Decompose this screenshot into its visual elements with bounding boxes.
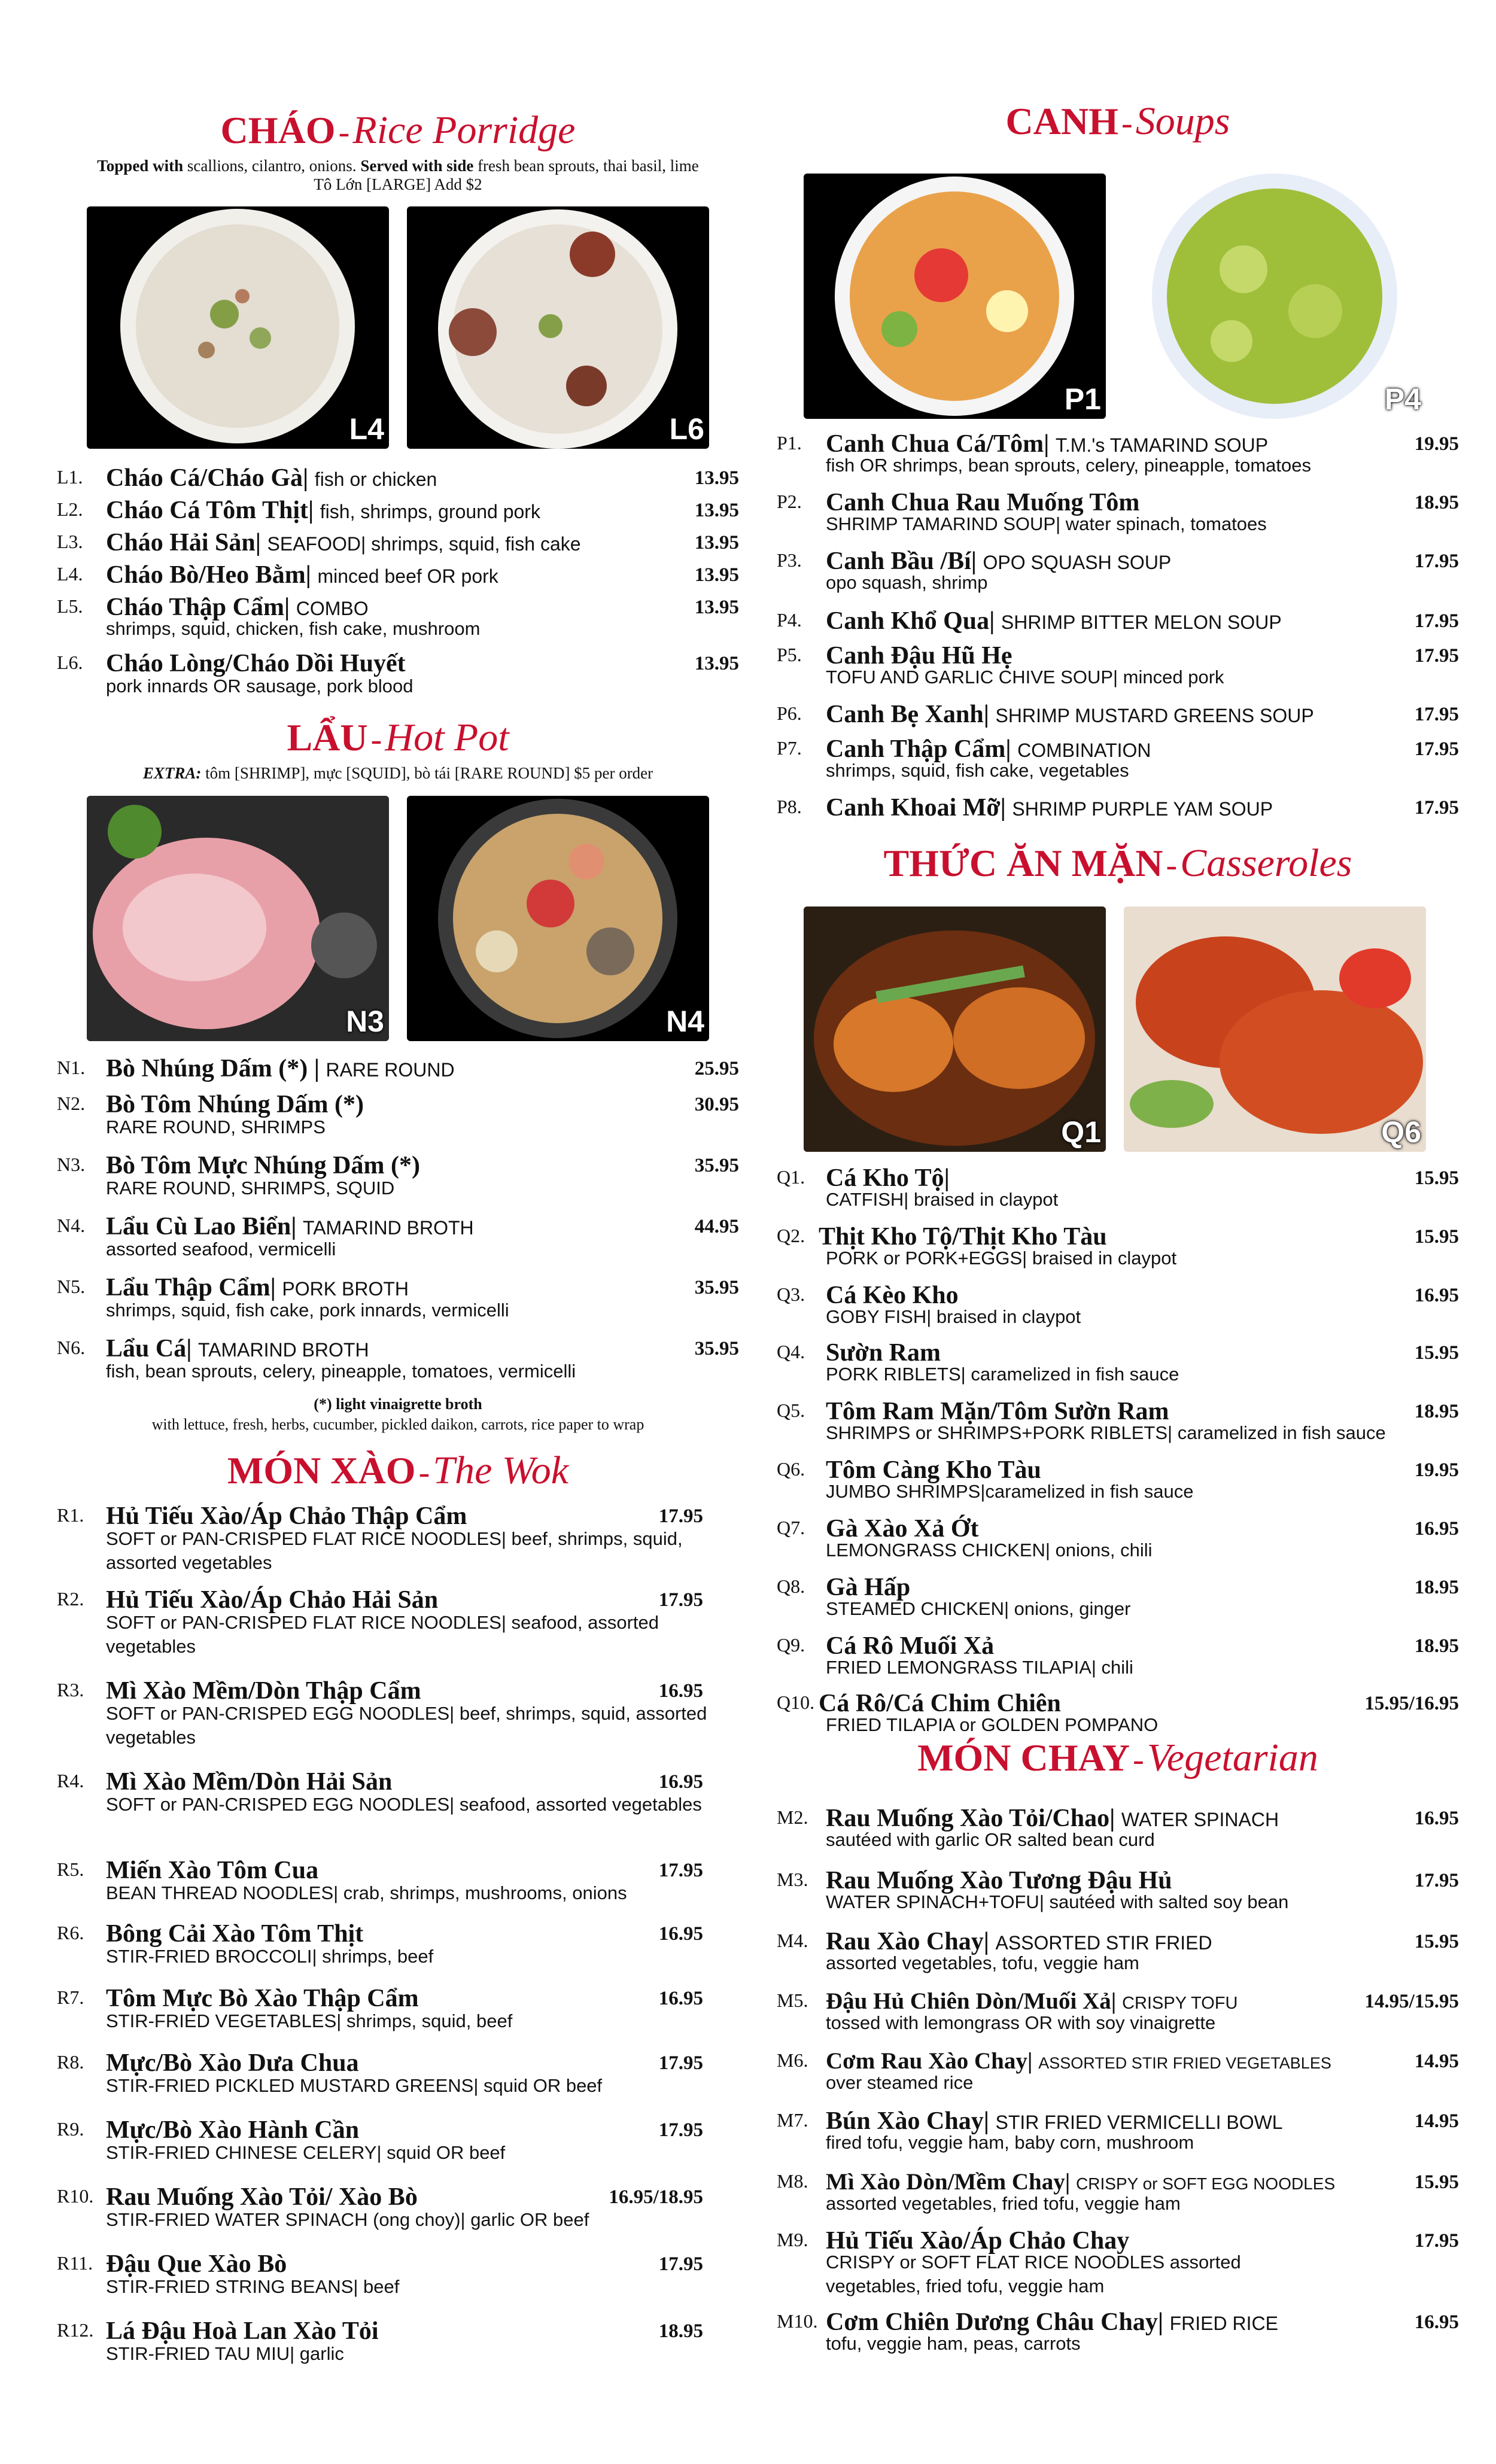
item-sub: RARE ROUND, SHRIMPS, SQUID: [106, 1178, 395, 1198]
item-name: [106, 1054, 455, 1084]
title-dash: -: [1133, 1741, 1144, 1778]
item-price: 35.95: [694, 1155, 739, 1176]
item-name-text: Bún Xào Chay|: [826, 2107, 989, 2135]
item-sub: assorted vegetables, tofu, veggie ham: [826, 1952, 1139, 1973]
item-desc: ASSORTED STIR FRIED VEGETABLES: [1038, 2054, 1331, 2072]
item-code: Q6.: [777, 1458, 805, 1480]
item-name: Cá Kho Tộ|: [826, 1164, 950, 1192]
item-code: P3.: [777, 549, 802, 571]
item-name-text: Canh Chua Rau Muống Tôm: [826, 489, 1140, 516]
note-text: tôm [SHRIMP], mực [SQUID], bò tái [RARE ROUND] $5 per order: [205, 764, 653, 782]
item-name-text: Bò Tôm Nhúng Dấm (*): [106, 1091, 364, 1118]
item-price: 17.95: [658, 2052, 703, 2074]
item-price: 16.95: [658, 1923, 703, 1945]
item-price: 18.95: [1414, 1635, 1459, 1657]
photo-tag: L4: [349, 412, 384, 446]
item-desc: fish or chicken: [314, 469, 437, 490]
item-name: Cá Kèo Kho: [826, 1282, 959, 1309]
item-name-text: Cơm Rau Xào Chay|: [826, 2048, 1033, 2074]
item-name: [106, 496, 540, 526]
item-sub: TOFU AND GARLIC CHIVE SOUP| minced pork: [826, 667, 1224, 688]
item-sub: assorted seafood, vermicelli: [106, 1239, 336, 1260]
item-price: 16.95: [1414, 2311, 1459, 2333]
item-name: [106, 1090, 364, 1119]
item-price: 15.95: [1414, 1226, 1459, 1248]
item-sub: tossed with lemongrass OR with soy vinaigrette: [826, 2012, 1216, 2033]
item-sub: over steamed rice: [826, 2072, 974, 2093]
section-title-vn: CANH: [1005, 100, 1118, 142]
item-code: R12.: [57, 2319, 94, 2341]
title-dash: -: [1121, 105, 1133, 142]
item-sub: shrimps, squid, fish cake, vegetables: [826, 760, 1129, 781]
item-name: Hủ Tiếu Xào/Áp Chảo Thập Cẩm: [106, 1502, 467, 1530]
item-name-text: Canh Khoai Mỡ|: [826, 794, 1006, 822]
item-code: M10.: [777, 2310, 818, 2332]
photo-lau-n4: [407, 796, 709, 1041]
section-title-en: Hot Pot: [385, 716, 509, 759]
item-price: 17.95: [1414, 704, 1459, 725]
item-name: Tôm Ram Mặn/Tôm Sườn Ram: [826, 1398, 1169, 1425]
item-desc: minced beef OR pork: [317, 565, 498, 587]
item-name-text: Cháo Thập Cẩm|: [106, 594, 290, 621]
item-code: L4.: [57, 563, 83, 585]
section-title-en: Rice Porridge: [352, 108, 576, 152]
chao-note-line2: Tô Lớn [LARGE] Add $2: [314, 175, 482, 193]
item-name: [826, 793, 1273, 823]
item-name-text: Canh Chua Cá/Tôm|: [826, 430, 1050, 458]
item-price: 44.95: [694, 1216, 739, 1237]
photo-thucan-q6: [1124, 906, 1426, 1152]
item-name: Cá Rô Muối Xả: [826, 1632, 995, 1660]
item-sub: LEMONGRASS CHICKEN| onions, chili: [826, 1540, 1153, 1560]
item-desc: SHRIMP MUSTARD GREENS SOUP: [995, 705, 1314, 726]
note-bold: Topped with: [97, 157, 184, 175]
item-code: R7.: [57, 1987, 84, 2008]
item-code: L2.: [57, 498, 83, 520]
photo-tag: P4: [1384, 382, 1421, 416]
item-desc: COMBINATION: [1017, 740, 1151, 761]
item-price: 18.95: [1414, 492, 1459, 513]
title-dash: -: [370, 721, 382, 758]
item-code: Q10.: [777, 1692, 815, 1713]
item-name: [826, 700, 1314, 730]
item-sub: pork innards OR sausage, pork blood: [106, 676, 413, 696]
item-name: Mực/Bò Xào Hành Cần: [106, 2116, 360, 2144]
item-sub: CATFISH| braised in claypot: [826, 1189, 1059, 1210]
item-desc: COMBO: [296, 598, 369, 619]
item-desc: TAMARIND BROTH: [303, 1217, 474, 1239]
section-title-thucan: [777, 841, 1459, 886]
item-sub: fish, bean sprouts, celery, pineapple, tomatoes, vermicelli: [106, 1361, 576, 1382]
item-desc: TAMARIND BROTH: [197, 1339, 369, 1361]
item-code: N5.: [57, 1276, 86, 1297]
item-price: 30.95: [694, 1094, 739, 1115]
item-price: 16.95: [658, 1771, 703, 1793]
item-desc: ASSORTED STIR FRIED: [995, 1932, 1212, 1954]
section-title-vn: MÓN XÀO: [227, 1449, 416, 1492]
title-dash: -: [1166, 847, 1178, 884]
item-code: Q1.: [777, 1166, 805, 1188]
item-code: P5.: [777, 644, 802, 665]
item-price: 16.95: [658, 1988, 703, 2009]
item-sub: STIR-FRIED VEGETABLES| shrimps, squid, beef: [106, 2010, 513, 2031]
item-price: 15.95/16.95: [1364, 1693, 1459, 1714]
item-price: 17.95: [658, 2119, 703, 2141]
item-code: Q3.: [777, 1283, 805, 1305]
item-code: M6.: [777, 2049, 808, 2071]
item-sub: STIR-FRIED CHINESE CELERY| squid OR beef: [106, 2142, 506, 2163]
item-code: R8.: [57, 2051, 84, 2073]
item-name-text: Canh Bầu /Bí|: [826, 547, 977, 575]
title-dash: -: [418, 1454, 430, 1491]
hotpot-image: [407, 796, 709, 1041]
section-title-en: Casseroles: [1180, 841, 1352, 885]
item-name: [106, 1151, 420, 1180]
section-title-lau: [57, 715, 739, 761]
item-name: [106, 561, 498, 591]
item-name-text: Đậu Hủ Chiên Dòn/Muối Xả|: [826, 1988, 1117, 2014]
soup-bowl-image: [804, 174, 1106, 419]
item-price: 17.95: [1414, 645, 1459, 667]
section-title-en: Vegetarian: [1147, 1736, 1318, 1779]
item-sub: FRIED TILAPIA or GOLDEN POMPANO: [826, 1714, 1159, 1735]
item-code: N6.: [57, 1337, 86, 1358]
item-code: M9.: [777, 2229, 808, 2250]
item-code: P8.: [777, 796, 802, 817]
item-price: 15.95: [1414, 1342, 1459, 1364]
item-price: 18.95: [1414, 1401, 1459, 1422]
item-code: L6.: [57, 652, 83, 673]
note-text: fresh bean sprouts, thai basil, lime: [478, 157, 699, 175]
item-price: 16.95: [1414, 1518, 1459, 1540]
item-desc: FRIED RICE: [1169, 2313, 1278, 2334]
photo-thucan-q1: [804, 906, 1106, 1152]
item-price: 13.95: [694, 532, 739, 553]
item-sub: fish OR shrimps, bean sprouts, celery, pineapple, tomatoes: [826, 455, 1311, 476]
item-name: Cá Rô/Cá Chim Chiên: [819, 1690, 1061, 1717]
item-sub: RARE ROUND, SHRIMPS: [106, 1117, 326, 1137]
item-price: 19.95: [1414, 1459, 1459, 1481]
photo-tag: N4: [666, 1005, 704, 1038]
item-name: Thịt Kho Tộ/Thịt Kho Tàu: [819, 1223, 1107, 1251]
item-price: 13.95: [694, 597, 739, 618]
item-price: 15.95: [1414, 1931, 1459, 1952]
item-sub: BEAN THREAD NOODLES| crab, shrimps, mushrooms, onions: [106, 1882, 627, 1903]
item-name: Gà Hấp: [826, 1574, 911, 1601]
item-name-text: Lẩu Cù Lao Biển|: [106, 1213, 297, 1240]
item-price: 17.95: [658, 2253, 703, 2275]
item-name: Gà Xào Xả Ớt: [826, 1515, 979, 1543]
item-price: 17.95: [1414, 1870, 1459, 1891]
item-name-text: Cháo Hải Sản|: [106, 529, 261, 556]
item-sub: sautéed with garlic OR salted bean curd: [826, 1829, 1155, 1850]
title-dash: -: [338, 114, 350, 151]
item-name-text: Cơm Chiên Dương Châu Chay|: [826, 2308, 1164, 2336]
item-price: 14.95: [1414, 2051, 1459, 2072]
photo-canh-p4: [1124, 174, 1426, 419]
item-name: Tôm Càng Kho Tàu: [826, 1456, 1041, 1484]
item-code: Q8.: [777, 1575, 805, 1597]
item-code: Q4.: [777, 1341, 805, 1362]
item-desc: CRISPY TOFU: [1122, 1994, 1238, 2013]
lau-footnote: (*) light vinaigrette broth: [314, 1395, 482, 1413]
item-name-text: Cháo Lòng/Cháo Dồi Huyết: [106, 650, 406, 677]
item-code: M5.: [777, 1990, 808, 2011]
item-name-text: Rau Xào Chay|: [826, 1928, 989, 1955]
soup-bowl-image: [1124, 174, 1426, 419]
item-name: Lá Đậu Hoà Lan Xào Tỏi: [106, 2317, 379, 2345]
item-price: 17.95: [1414, 550, 1459, 572]
item-price: 25.95: [694, 1058, 739, 1079]
item-name: Mực/Bò Xào Dưa Chua: [106, 2049, 359, 2077]
item-name: Đậu Que Xào Bò: [106, 2250, 287, 2278]
photo-tag: N3: [346, 1005, 384, 1038]
item-sub: WATER SPINACH+TOFU| sautéed with salted soy bean: [826, 1891, 1289, 1912]
section-title-vn: CHÁO: [220, 109, 336, 151]
item-sub: shrimps, squid, chicken, fish cake, mushroom: [106, 618, 481, 639]
item-code: M8.: [777, 2170, 808, 2192]
item-sub: STIR-FRIED PICKLED MUSTARD GREENS| squid OR beef: [106, 2075, 603, 2096]
section-title-vn: MÓN CHAY: [917, 1736, 1130, 1779]
item-name-text: Canh Thập Cẩm|: [826, 735, 1011, 763]
item-name-text: Lẩu Thập Cẩm|: [106, 1274, 276, 1301]
item-code: P6.: [777, 702, 802, 724]
item-sub: SOFT or PAN-CRISPED EGG NOODLES| beef, shrimps, squid, assorted vegetables: [106, 1703, 707, 1748]
item-code: R3.: [57, 1679, 84, 1701]
item-desc: PORK BROTH: [282, 1278, 409, 1300]
item-name-text: Bò Nhúng Dấm (*) |: [106, 1055, 320, 1082]
item-desc: WATER SPINACH: [1121, 1809, 1279, 1830]
item-sub: assorted vegetables, fried tofu, veggie ham: [826, 2193, 1181, 2214]
item-sub: tofu, veggie ham, peas, carrots: [826, 2333, 1081, 2354]
item-code: Q5.: [777, 1400, 805, 1421]
item-price: 13.95: [694, 467, 739, 489]
item-code: L5.: [57, 595, 83, 617]
item-name: Hủ Tiếu Xào/Áp Chảo Hải Sản: [106, 1586, 439, 1614]
item-price: 13.95: [694, 500, 739, 521]
item-price: 17.95: [1414, 610, 1459, 632]
item-price: 17.95: [658, 1505, 703, 1527]
item-name: Mì Xào Mềm/Dòn Hải Sản: [106, 1768, 393, 1796]
item-name: [106, 464, 437, 494]
item-name: Sườn Ram: [826, 1339, 941, 1367]
item-code: M4.: [777, 1930, 808, 1951]
item-sub: STIR-FRIED BROCCOLI| shrimps, beef: [106, 1946, 434, 1967]
item-sub: shrimps, squid, fish cake, pork innards, vermicelli: [106, 1300, 509, 1321]
item-sub: SHRIMPS or SHRIMPS+PORK RIBLETS| caramelized in fish sauce: [826, 1422, 1386, 1443]
porridge-bowl-image: [407, 206, 709, 449]
item-desc: SEAFOOD| shrimps, squid, fish cake: [267, 533, 581, 555]
item-price: 16.95: [1414, 1285, 1459, 1306]
item-price: 17.95: [1414, 2230, 1459, 2252]
item-price: 16.95: [1414, 1808, 1459, 1829]
section-title-chao: [57, 108, 739, 153]
section-title-vn: THỨC ĂN MẶN: [883, 842, 1163, 884]
hotpot-image: [87, 796, 389, 1041]
item-code: L3.: [57, 531, 83, 552]
item-name-text: Cháo Cá/Cháo Gà|: [106, 464, 309, 492]
section-title-monxao: [57, 1448, 739, 1493]
item-code: N1.: [57, 1057, 86, 1078]
item-sub: STIR-FRIED WATER SPINACH (ong choy)| garlic OR beef: [106, 2209, 589, 2230]
item-sub: STIR-FRIED TAU MIU| garlic: [106, 2343, 344, 2364]
photo-lau-n3: [87, 796, 389, 1041]
item-price: 35.95: [694, 1338, 739, 1359]
item-price: 18.95: [658, 2320, 703, 2342]
item-desc: T.M.'s TAMARIND SOUP: [1055, 434, 1269, 456]
item-price: 18.95: [1414, 1577, 1459, 1598]
item-name: Miến Xào Tôm Cua: [106, 1857, 319, 1884]
item-code: R5.: [57, 1858, 84, 1880]
item-name: [826, 607, 1282, 637]
note-bold: EXTRA:: [142, 764, 202, 782]
section-title-monchay: [777, 1735, 1459, 1781]
porridge-bowl-image: [87, 206, 389, 449]
item-sub: PORK or PORK+EGGS| braised in claypot: [826, 1248, 1177, 1268]
item-name-text: Canh Khổ Qua|: [826, 607, 995, 635]
lau-extra-note: [57, 764, 739, 783]
item-price: 16.95/18.95: [609, 2186, 703, 2208]
item-desc: SHRIMP PURPLE YAM SOUP: [1012, 798, 1273, 820]
item-sub: STEAMED CHICKEN| onions, ginger: [826, 1598, 1131, 1619]
chao-note-line1: [57, 157, 739, 175]
item-price: 15.95: [1414, 2171, 1459, 2193]
item-code: R4.: [57, 1770, 84, 1791]
item-code: R1.: [57, 1504, 84, 1526]
item-sub: opo squash, shrimp: [826, 572, 988, 593]
item-price: 14.95: [1414, 2110, 1459, 2132]
item-code: N3.: [57, 1154, 86, 1175]
item-name-text: Rau Muống Xào Tương Đậu Hủ: [826, 1867, 1172, 1894]
item-sub: STIR-FRIED STRING BEANS| beef: [106, 2276, 400, 2297]
item-desc: CRISPY or SOFT EGG NOODLES: [1076, 2174, 1336, 2193]
item-name-text: Canh Đậu Hũ Hẹ: [826, 642, 1012, 670]
item-desc: SHRIMP BITTER MELON SOUP: [1001, 612, 1282, 633]
item-name-text: Rau Muống Xào Tỏi/Chao|: [826, 1805, 1115, 1832]
item-code: Q2.: [777, 1225, 805, 1246]
item-code: R9.: [57, 2118, 84, 2140]
item-name: Bông Cải Xào Tôm Thịt: [106, 1920, 364, 1948]
item-sub: fired tofu, veggie ham, baby corn, mushroom: [826, 2132, 1194, 2153]
item-code: Q7.: [777, 1517, 805, 1538]
note-bold: Served with side: [360, 157, 474, 175]
item-sub: GOBY FISH| braised in claypot: [826, 1306, 1081, 1327]
photo-tag: Q6: [1381, 1115, 1421, 1149]
item-name: [106, 649, 406, 678]
item-sub: CRISPY or SOFT FLAT RICE NOODLES assorted vegetables, fried tofu, veggie ham: [826, 2252, 1241, 2296]
item-code: R11.: [57, 2252, 93, 2274]
photo-tag: P1: [1064, 382, 1101, 416]
item-name-text: Hủ Tiếu Xào/Áp Chảo Chay: [826, 2227, 1130, 2255]
item-name-text: Cháo Cá Tôm Thịt|: [106, 497, 314, 524]
item-sub: SOFT or PAN-CRISPED FLAT RICE NOODLES| beef, shrimps, squid, assorted vegetables: [106, 1528, 683, 1573]
item-price: 15.95: [1414, 1167, 1459, 1189]
item-name-text: Canh Bẹ Xanh|: [826, 701, 989, 728]
item-desc: OPO SQUASH SOUP: [983, 552, 1172, 573]
section-title-en: Soups: [1135, 99, 1230, 143]
item-code: R2.: [57, 1588, 84, 1610]
item-price: 17.95: [1414, 797, 1459, 819]
item-sub: SOFT or PAN-CRISPED EGG NOODLES| seafood, assorted vegetables: [106, 1794, 702, 1815]
item-code: P1.: [777, 432, 802, 454]
item-desc: STIR FRIED VERMICELLI BOWL: [995, 2112, 1283, 2133]
note-text: scallions, cilantro, onions.: [187, 157, 357, 175]
item-sub: PORK RIBLETS| caramelized in fish sauce: [826, 1364, 1179, 1385]
item-price: 17.95: [658, 1860, 703, 1881]
item-code: P7.: [777, 737, 802, 759]
item-code: P4.: [777, 609, 802, 631]
item-desc: fish, shrimps, ground pork: [320, 501, 540, 522]
photo-chao-l6: [407, 206, 709, 449]
item-price: 19.95: [1414, 433, 1459, 455]
item-price: 14.95/15.95: [1364, 1991, 1459, 2012]
lau-footnote: with lettuce, fresh, herbs, cucumber, pickled daikon, carrots, rice paper to wrap: [151, 1416, 644, 1433]
item-code: L1.: [57, 466, 83, 488]
item-name: Rau Muống Xào Tỏi/ Xào Bò: [106, 2183, 418, 2211]
item-name: [106, 528, 581, 558]
item-desc: RARE ROUND: [326, 1059, 455, 1081]
item-code: P2.: [777, 491, 802, 512]
section-title-canh: [777, 99, 1459, 144]
item-name-text: Cháo Bò/Heo Bằm|: [106, 561, 311, 589]
item-price: 35.95: [694, 1277, 739, 1298]
section-title-en: The Wok: [433, 1449, 569, 1492]
item-price: 16.95: [658, 1680, 703, 1702]
item-sub: JUMBO SHRIMPS|caramelized in fish sauce: [826, 1481, 1194, 1502]
item-code: N4.: [57, 1215, 86, 1236]
item-name: Tôm Mực Bò Xào Thập Cẩm: [106, 1985, 419, 2012]
item-name-text: Bò Tôm Mực Nhúng Dấm (*): [106, 1152, 420, 1179]
item-code: M7.: [777, 2109, 808, 2131]
item-code: R6.: [57, 1922, 84, 1943]
item-code: R10.: [57, 2185, 94, 2207]
item-sub: FRIED LEMONGRASS TILAPIA| chili: [826, 1657, 1133, 1678]
section-title-vn: LẨU: [287, 716, 368, 759]
item-price: 17.95: [1414, 738, 1459, 760]
photo-canh-p1: [804, 174, 1106, 419]
item-price: 13.95: [694, 564, 739, 586]
photo-tag: Q1: [1061, 1115, 1101, 1149]
item-sub: SHRIMP TAMARIND SOUP| water spinach, tomatoes: [826, 513, 1267, 534]
item-price: 17.95: [658, 1589, 703, 1611]
item-code: M2.: [777, 1806, 808, 1828]
item-code: N2.: [57, 1093, 86, 1114]
photo-chao-l4: [87, 206, 389, 449]
item-sub: SOFT or PAN-CRISPED FLAT RICE NOODLES| seafood, assorted vegetables: [106, 1612, 659, 1657]
item-name: Mì Xào Mềm/Dòn Thập Cẩm: [106, 1677, 421, 1705]
item-code: M3.: [777, 1869, 808, 1890]
photo-tag: L6: [669, 412, 704, 446]
item-code: Q9.: [777, 1634, 805, 1656]
item-price: 13.95: [694, 653, 739, 674]
item-name-text: Mì Xào Dòn/Mềm Chay|: [826, 2169, 1071, 2195]
item-name-text: Lẩu Cá|: [106, 1335, 192, 1362]
